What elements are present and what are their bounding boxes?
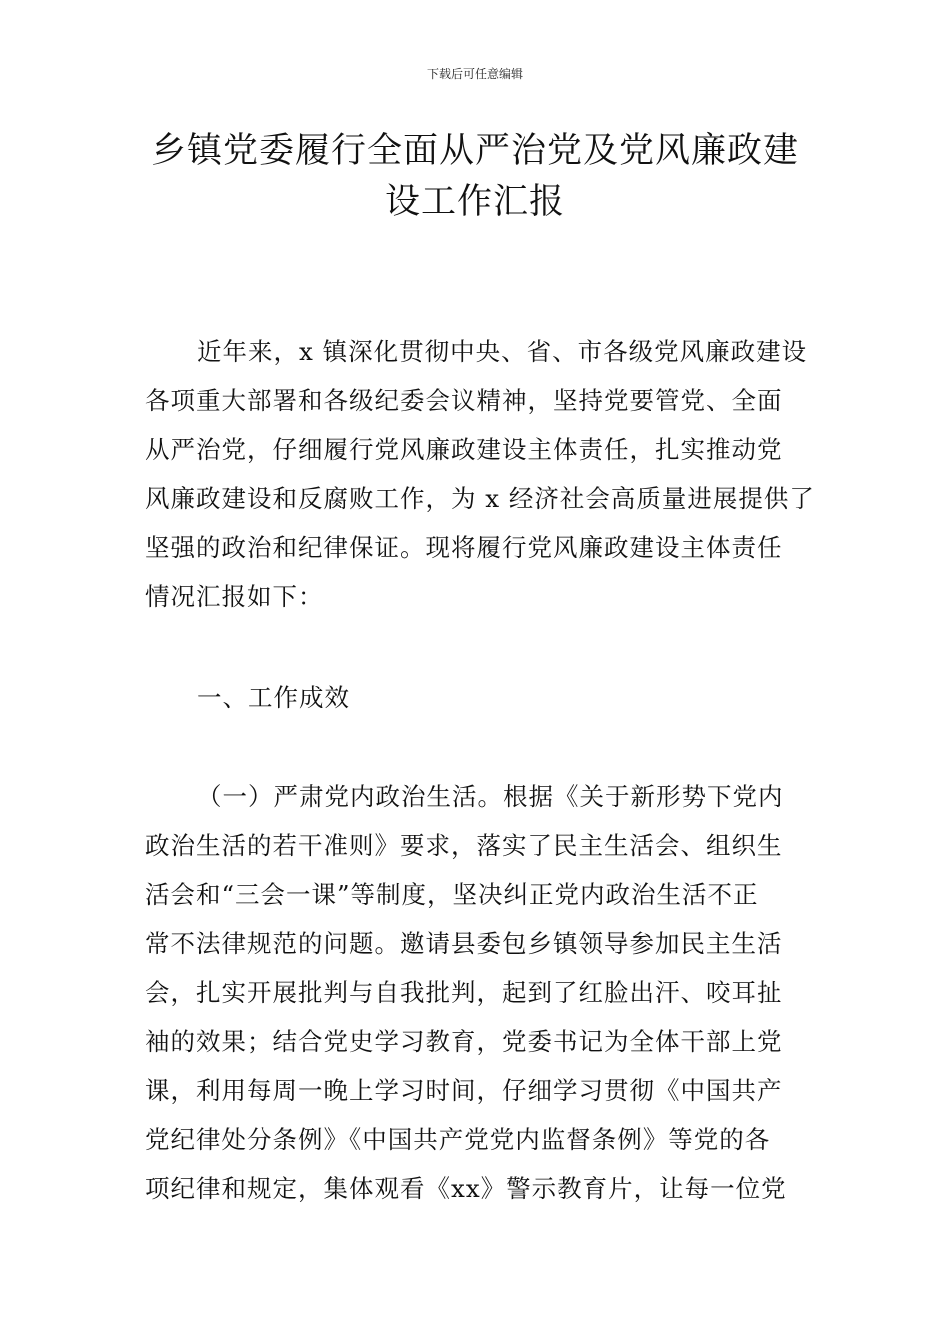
intro-line: 情况汇报如下： xyxy=(145,582,324,611)
paragraph-line: （一）严肃党内政治生活。根据《关于新形势下党内 xyxy=(197,782,784,811)
document-title-line-1: 乡镇党委履行全面从严治党及党风廉政建 xyxy=(150,131,799,171)
intro-line: 从严治党，仔细履行党风廉政建设主体责任，扎实推动党 xyxy=(145,435,783,464)
intro-line: 近年来，x 镇深化贯彻中央、省、市各级党风廉政建设 xyxy=(197,337,808,366)
section-heading-text: 一、工作成效 xyxy=(197,683,350,712)
paragraph-line: 项纪律和规定，集体观看《xx》警示教育片，让每一位党 xyxy=(145,1174,787,1203)
paragraph-line: 会，扎实开展批判与自我批判，起到了红脸出汗、咬耳扯 xyxy=(145,978,783,1007)
intro-line: 风廉政建设和反腐败工作，为 x 经济社会高质量进展提供了 xyxy=(145,484,815,513)
section-heading xyxy=(145,673,810,722)
paragraph-line: 常不法律规范的问题。邀请县委包乡镇领导参加民主生活 xyxy=(145,929,783,958)
intro-line: 坚强的政治和纪律保证。现将履行党风廉政建设主体责任 xyxy=(145,533,783,562)
document-title xyxy=(120,126,830,228)
paragraph-line: 活会和“三会一课”等制度，坚决纠正党内政治生活不正 xyxy=(145,880,759,909)
document-title-line-2: 设工作汇报 xyxy=(384,182,565,222)
intro-paragraph xyxy=(145,327,815,621)
page-header-note: 下载后可任意编辑 xyxy=(426,67,523,81)
paragraph-line: 袖的效果；结合党史学习教育，党委书记为全体干部上党 xyxy=(145,1027,783,1056)
intro-line: 各项重大部署和各级纪委会议精神，坚持党要管党、全面 xyxy=(145,386,783,415)
achievement-paragraph-1 xyxy=(145,772,810,1213)
paragraph-line: 课，利用每周一晚上学习时间，仔细学习贯彻《中国共产 xyxy=(145,1076,783,1105)
paragraph-line: 党纪律处分条例》《中国共产党党内监督条例》等党的各 xyxy=(145,1125,771,1154)
paragraph-line: 政治生活的若干准则》要求，落实了民主生活会、组织生 xyxy=(145,831,783,860)
